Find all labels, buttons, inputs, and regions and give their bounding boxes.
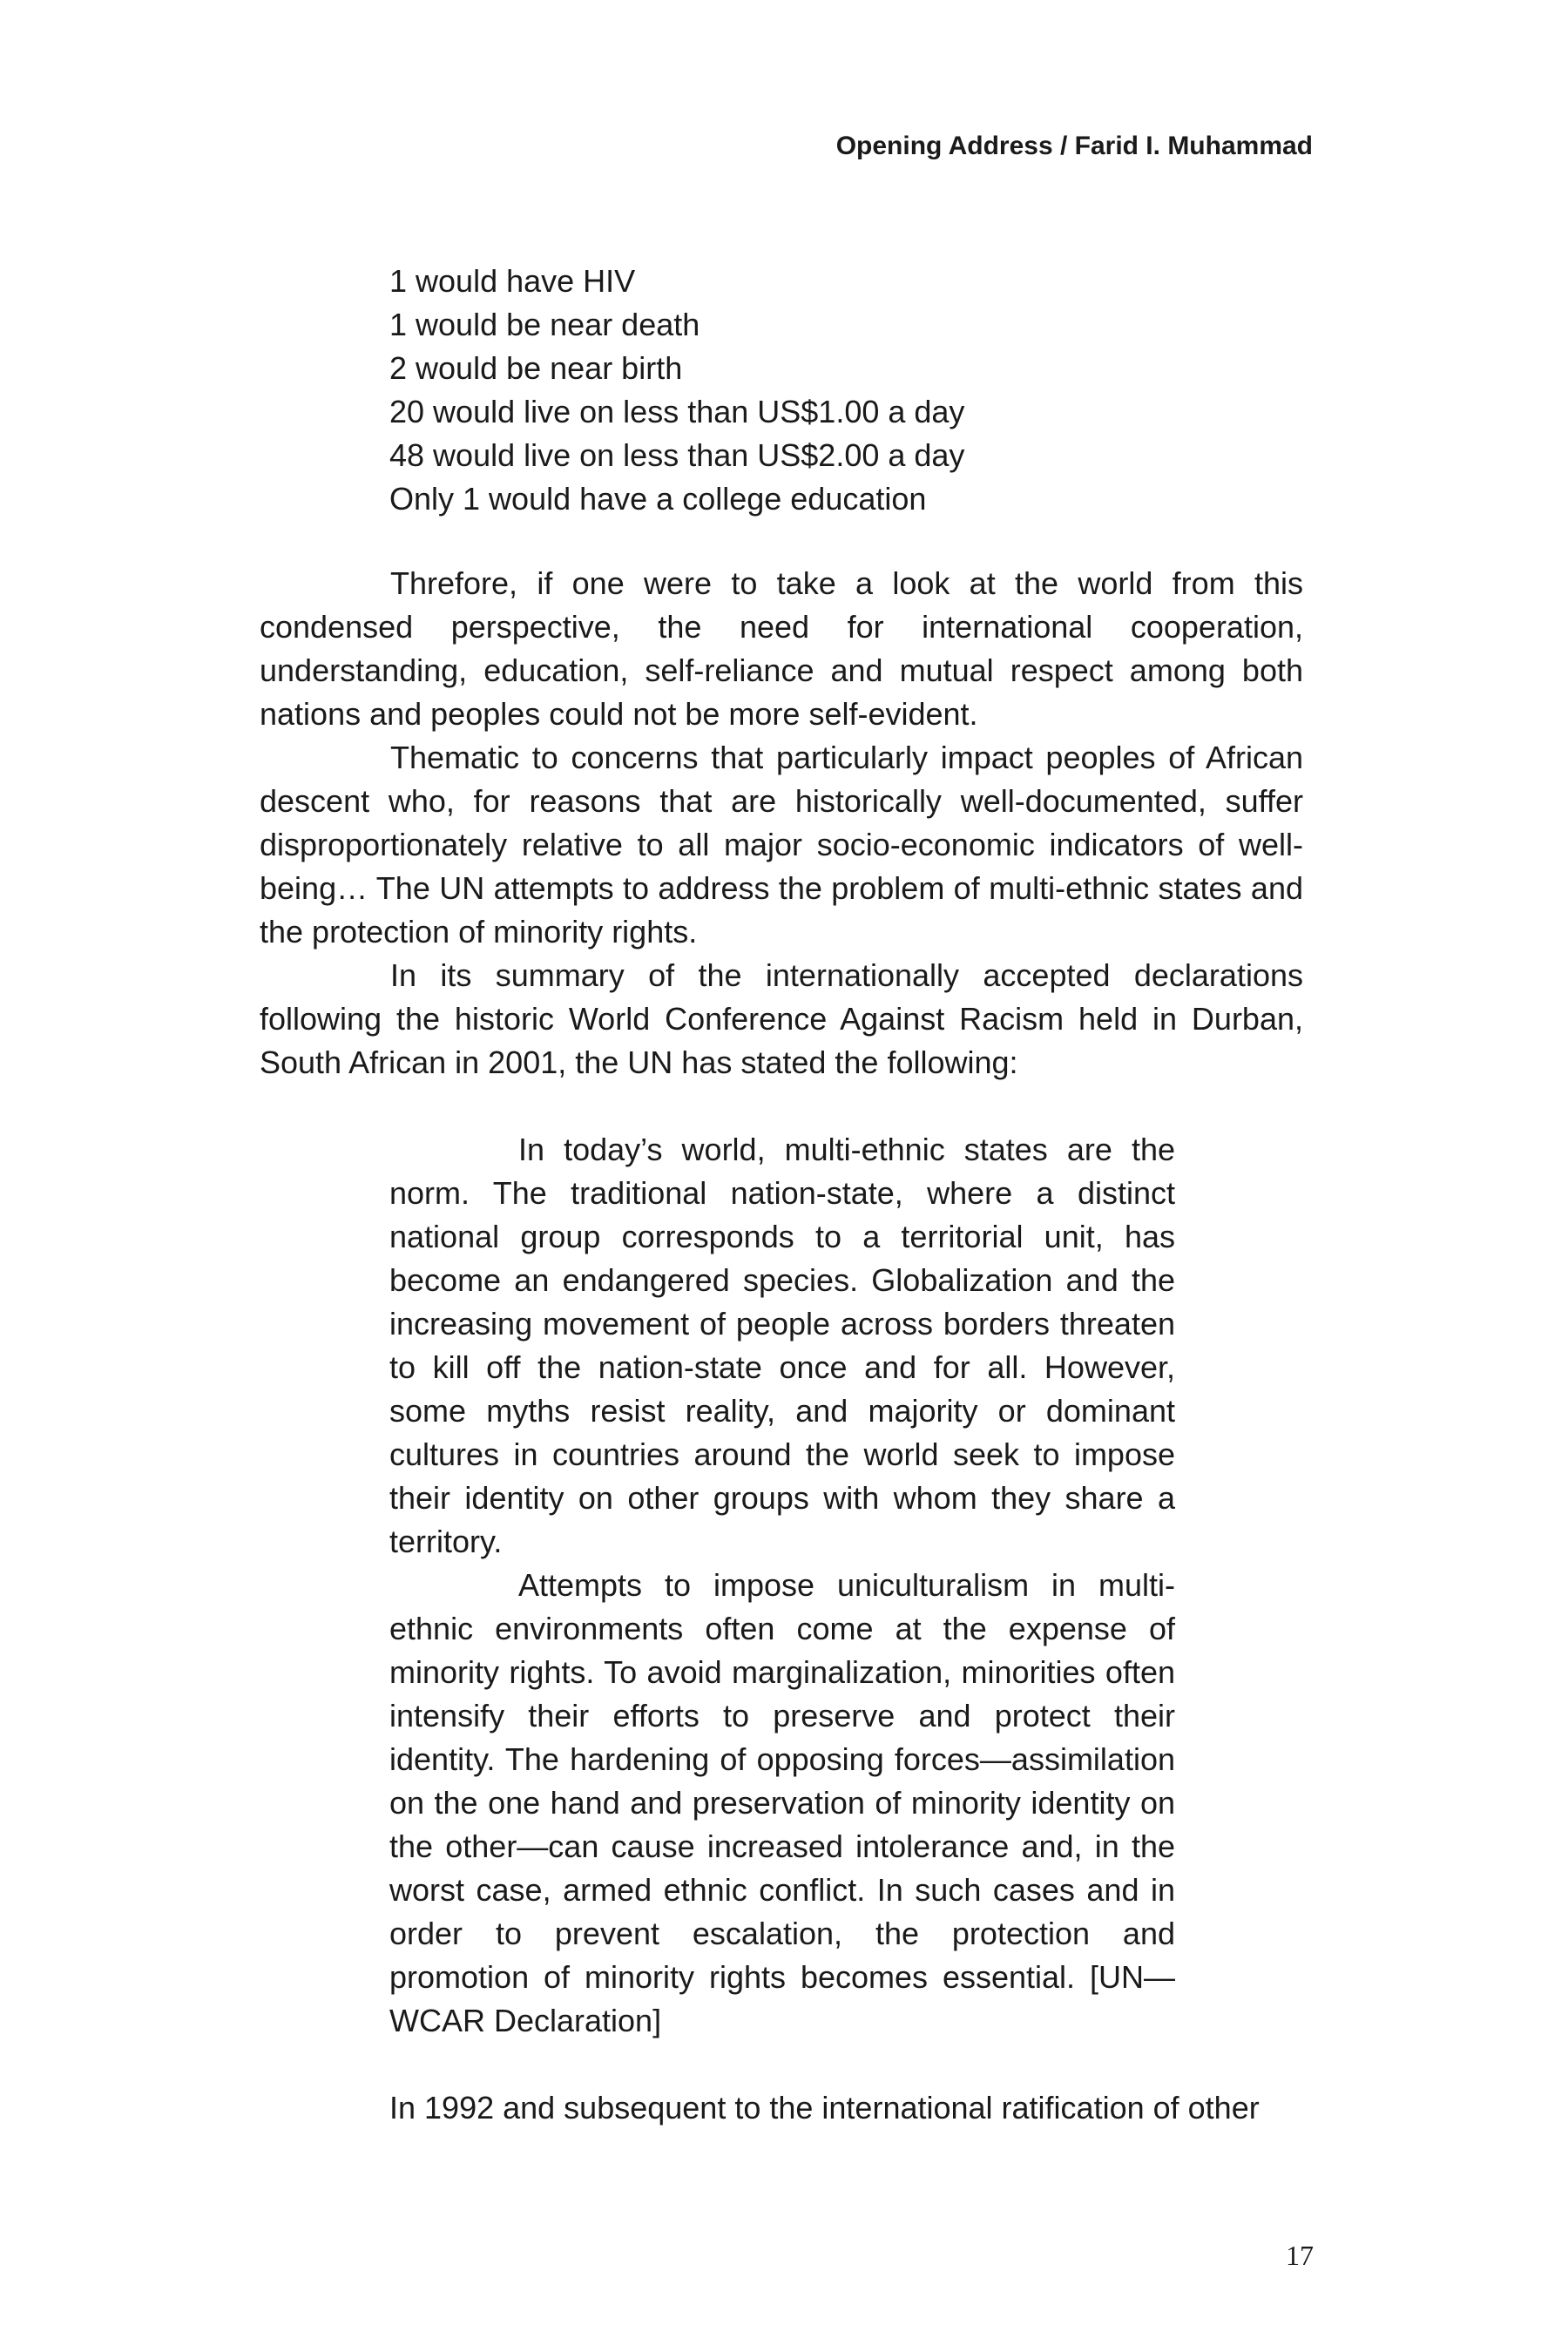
list-item: 1 would be near death: [389, 307, 700, 342]
continuation-paragraph: In 1992 and subsequent to the international ratification of other: [389, 2090, 1260, 2126]
body-paragraph: In its summary of the internationally accepted declarations following the historic World Conference Against Racism held in Durban, South African in 2001, the UN has stated the following:: [260, 957, 1303, 1080]
quote-paragraph: In today’s world, multi-ethnic states are the norm. The traditional nation-state, where a distinct national group corresponds to a territorial unit, has become an endangered species. Globalization and the increasing movement of people across borders threaten to kill off the nation-state once and for all. However, some myths resist reality, and majority or dominant cultures in countries around the world seek to impose their identity on other groups with whom they share a territory.: [389, 1132, 1175, 1559]
running-head: Opening Address / Farid I. Muhammad: [835, 132, 1313, 160]
statistics-list: [389, 260, 964, 521]
body-text: [260, 562, 1303, 1085]
quote-paragraph: Attempts to impose uniculturalism in multi-ethnic environments often come at the expense of minority rights. To avoid marginalization, minorities often intensify their efforts to preserve and protect their identity. The hardening of opposing forces—assimilation on the one hand and preservation of minority identity on the other—can cause increased intolerance and, in the worst case, armed ethnic conflict. In such cases and in order to prevent escalation, the protection and promotion of minority rights becomes essential. [UN—WCAR Declaration]: [389, 1567, 1175, 2038]
body-paragraph: Threfore, if one were to take a look at the world from this condensed perspective, the need for international cooperation, understanding, education, self-reliance and mutual respect among both nations and peoples could not be more self-evident.: [260, 565, 1303, 732]
body-paragraph: Thematic to concerns that particularly impact peoples of African descent who, for reasons that are historically well-documented, suffer disproportionately relative to all major socio-economic indicators of well-being… The UN attempts to address the problem of multi-ethnic states and the protection of minority rights.: [260, 740, 1303, 950]
page-number: 17: [1286, 2240, 1314, 2271]
list-item: 20 would live on less than US$1.00 a day: [389, 394, 965, 429]
block-quote: [389, 1128, 1175, 2043]
list-item: 2 would be near birth: [389, 350, 683, 386]
list-item: 1 would have HIV: [389, 263, 636, 299]
list-item: Only 1 would have a college education: [389, 481, 927, 517]
list-item: 48 would live on less than US$2.00 a day: [389, 437, 965, 473]
